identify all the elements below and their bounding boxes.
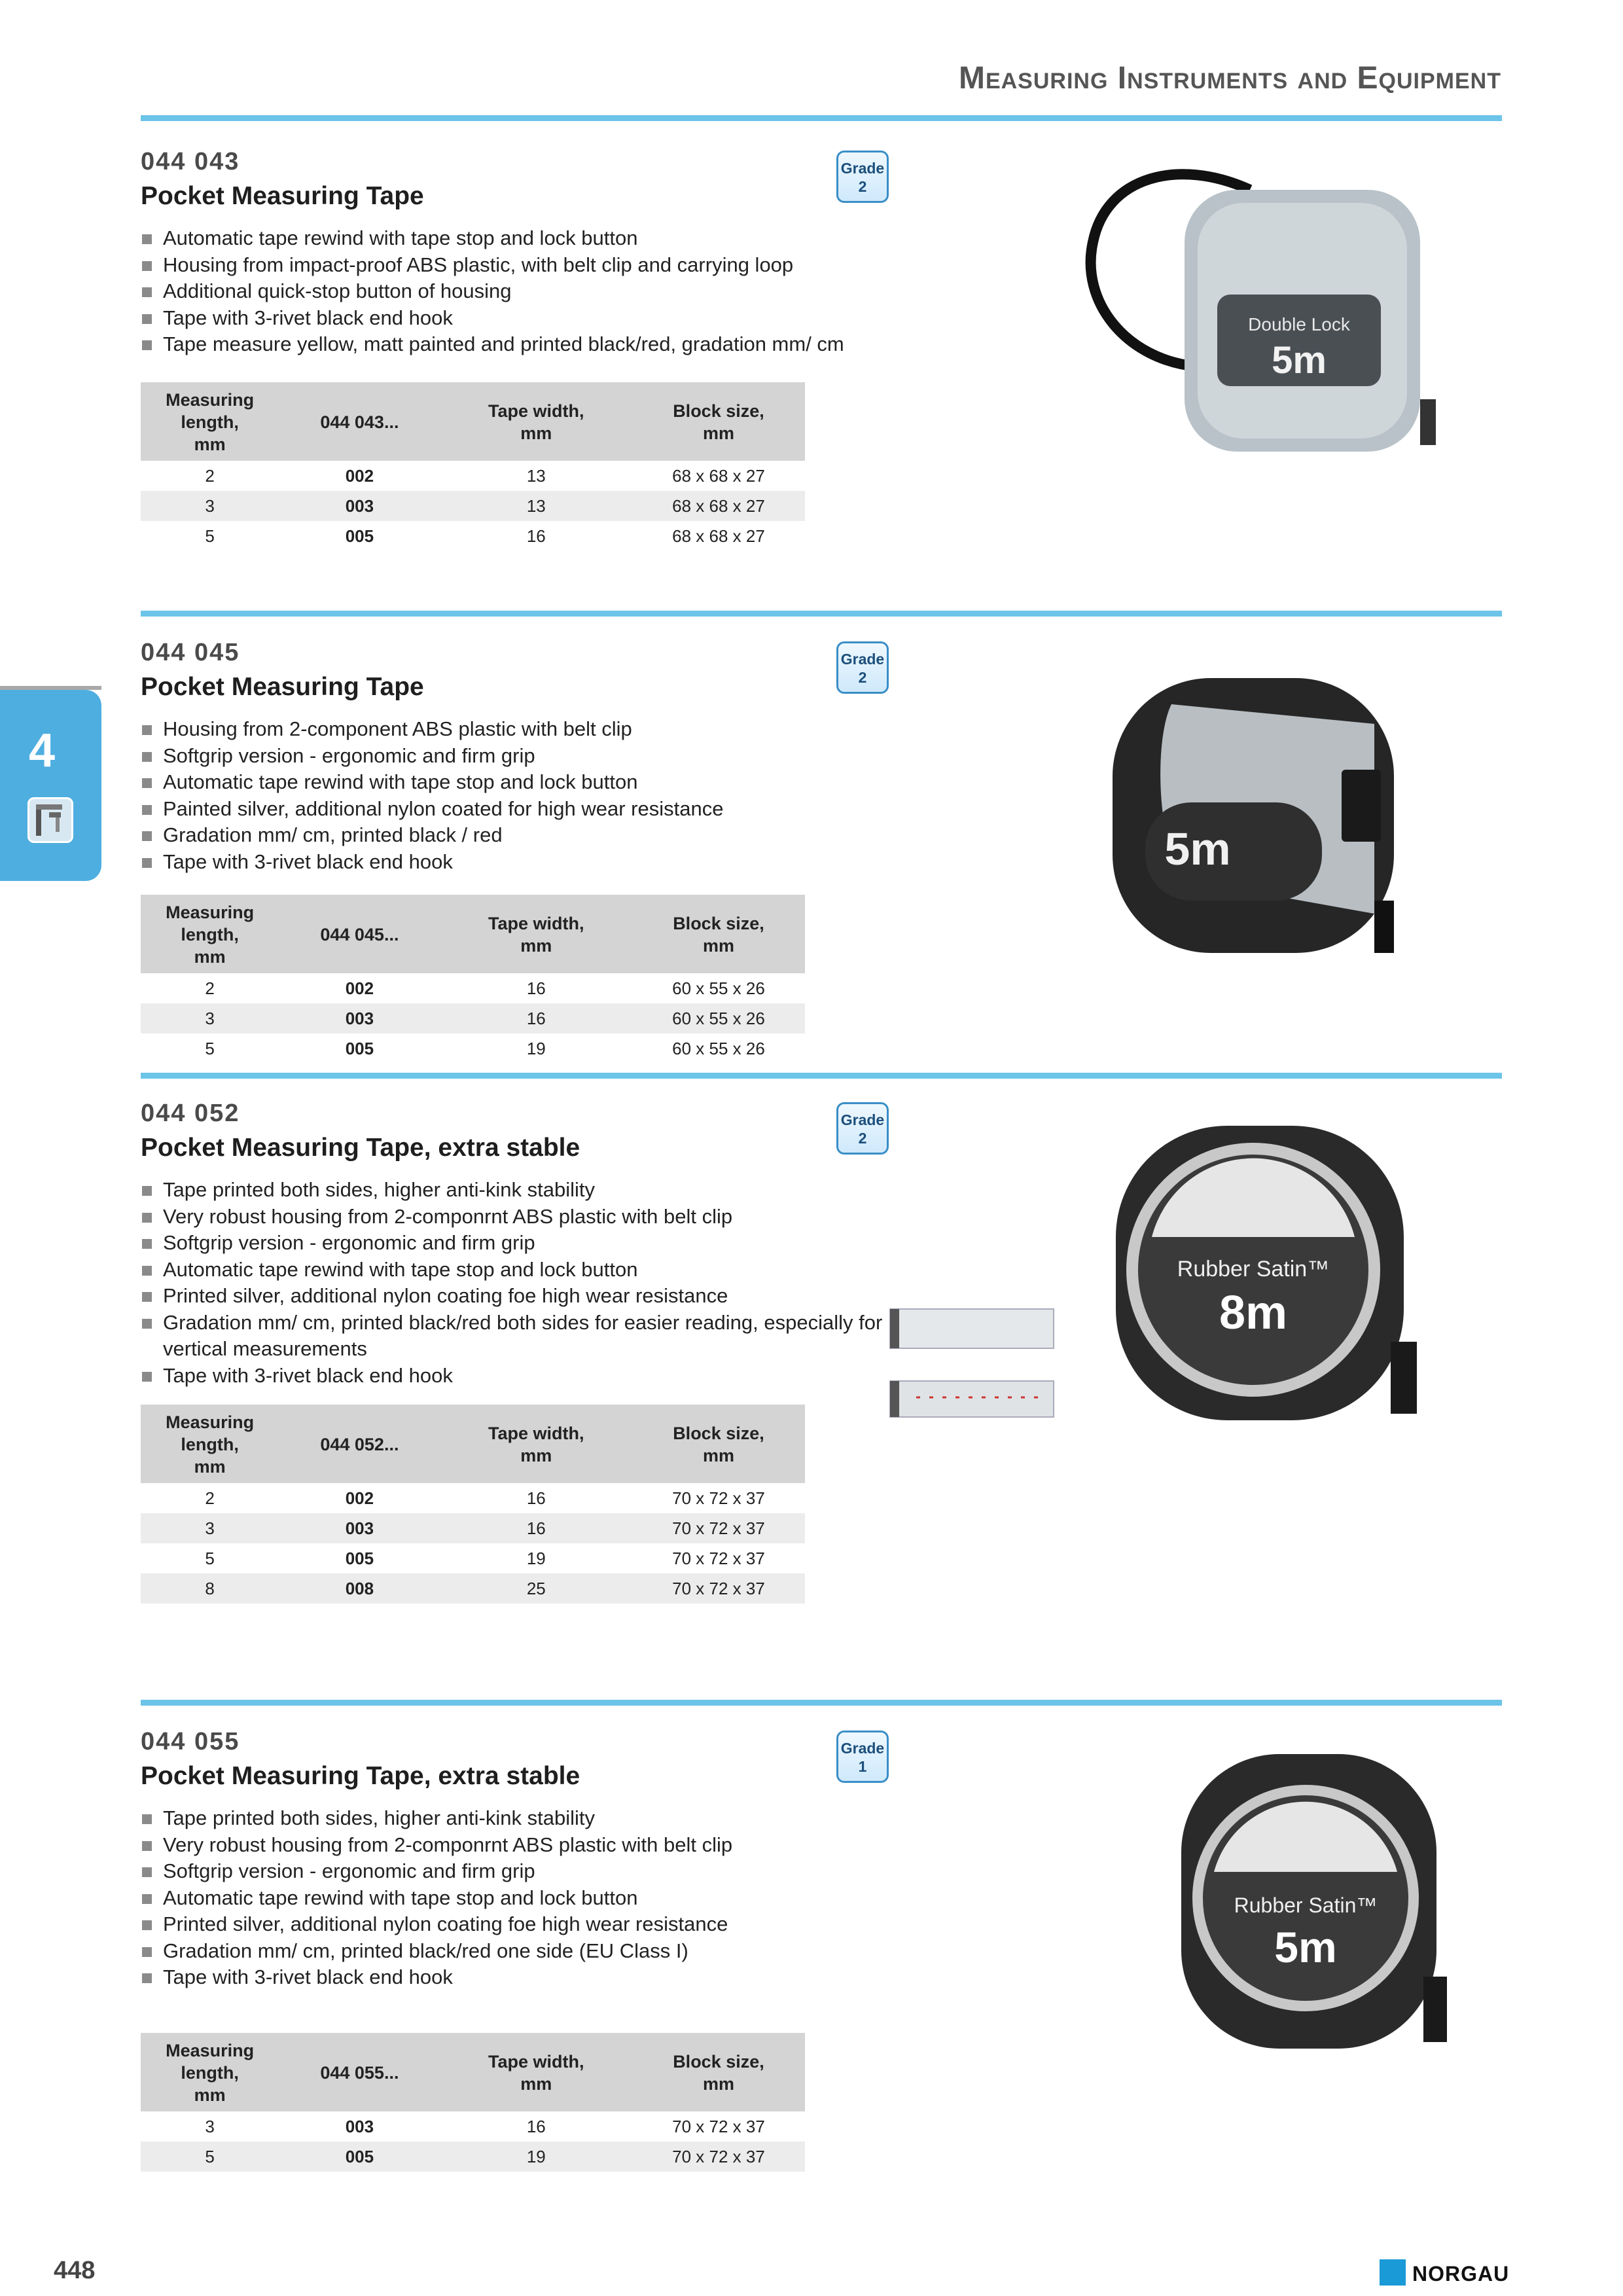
column-header-length: Measuring length, mm: [141, 382, 279, 461]
column-header-width: Tape width, mm: [440, 2033, 632, 2111]
table-row: 5 005 19 70 x 72 x 37: [141, 2142, 805, 2172]
image-label-top: Double Lock: [1248, 314, 1350, 334]
column-header-block: Block size, mm: [632, 895, 805, 973]
spec-table: [141, 382, 805, 551]
product-code: 044 043: [141, 148, 240, 175]
feature-item: Automatic tape rewind with tape stop and lock button: [141, 225, 913, 252]
caliper-icon: [27, 797, 73, 843]
product-title: Pocket Measuring Tape: [141, 182, 424, 210]
table-row: 2 002 16 60 x 55 x 26: [205, 978, 765, 998]
feature-item: Very robust housing from 2-componrnt ABS plastic with belt clip: [141, 1832, 913, 1859]
tape-strip-image: [877, 1296, 1073, 1433]
feature-item: Painted silver, additional nylon coated for high wear resistance: [141, 796, 913, 823]
table-header-row: [141, 2033, 805, 2111]
product-code: 044 055: [141, 1728, 240, 1755]
section-divider: [141, 1073, 1502, 1079]
table-row: 2 002 16 70 x 72 x 37: [205, 1488, 765, 1508]
product-section: [141, 148, 1502, 546]
product-code: 044 045: [141, 639, 240, 666]
table-row: 5 005 16 68 x 68 x 27: [205, 526, 765, 546]
product-title: Pocket Measuring Tape, extra stable: [141, 1762, 580, 1790]
table-row: 3 003 16 70 x 72 x 37: [205, 2116, 765, 2136]
column-header-code: 044 045...: [279, 895, 440, 973]
table-header-row: [141, 382, 805, 461]
feature-item: Printed silver, additional nylon coating foe high wear resistance: [141, 1911, 913, 1938]
feature-item: Gradation mm/ cm, printed black / red: [141, 822, 913, 849]
spec-table: [141, 2033, 805, 2172]
page-number: 448: [54, 2257, 96, 2284]
feature-list: [141, 225, 913, 358]
feature-item: Tape with 3-rivet black end hook: [141, 1964, 913, 1991]
feature-item: Gradation mm/ cm, printed black/red both sides for easier reading, especially for vertical measurements: [141, 1310, 913, 1363]
feature-item: Softgrip version - ergonomic and firm grip: [141, 1858, 913, 1885]
product-image: [1034, 151, 1440, 484]
image-label-size: 5m: [1274, 1923, 1337, 1971]
column-header-block: Block size, mm: [632, 1405, 805, 1483]
section-divider: [141, 611, 1502, 617]
grade-value: 2: [858, 669, 867, 686]
feature-item: Tape printed both sides, higher anti-kink stability: [141, 1177, 913, 1204]
product-section: [141, 1728, 1502, 2186]
feature-item: Softgrip version - ergonomic and firm grip: [141, 1230, 913, 1257]
grade-label: Grade: [840, 160, 885, 177]
section-divider: [141, 1700, 1502, 1706]
feature-list: [141, 1177, 913, 1389]
feature-item: Gradation mm/ cm, printed black/red one side (EU Class I): [141, 1938, 913, 1965]
product-code: 044 052: [141, 1100, 240, 1127]
grade-value: 2: [858, 178, 867, 195]
feature-item: Automatic tape rewind with tape stop and lock button: [141, 1257, 913, 1283]
column-header-code: 044 043...: [279, 382, 440, 461]
spec-table: [141, 895, 805, 1064]
column-header-block: Block size, mm: [632, 382, 805, 461]
feature-item: Tape printed both sides, higher anti-kink stability: [141, 1805, 913, 1832]
column-header-width: Tape width, mm: [440, 382, 632, 461]
feature-item: Additional quick-stop button of housing: [141, 278, 913, 305]
feature-item: Automatic tape rewind with tape stop and lock button: [141, 1885, 913, 1912]
column-header-length: Measuring length, mm: [141, 2033, 279, 2111]
brand-mark-icon: [1380, 2259, 1406, 2286]
chapter-tab[interactable]: [0, 690, 101, 881]
grade-label: Grade: [840, 651, 885, 668]
grade-badge: [836, 641, 889, 694]
feature-item: Tape with 3-rivet black end hook: [141, 1363, 913, 1390]
feature-item: Housing from 2-component ABS plastic with belt clip: [141, 716, 913, 743]
product-section: [141, 639, 1502, 1058]
feature-item: Tape with 3-rivet black end hook: [141, 849, 913, 876]
chapter-number: 4: [29, 725, 56, 777]
grade-badge: [836, 1731, 889, 1783]
feature-item: Tape with 3-rivet black end hook: [141, 305, 913, 332]
column-header-width: Tape width, mm: [440, 1405, 632, 1483]
image-label-size: 8m: [1219, 1287, 1288, 1339]
product-section: [141, 1100, 1502, 1610]
image-label-size: 5m: [1164, 823, 1231, 874]
feature-list: [141, 716, 913, 875]
feature-item: Softgrip version - ergonomic and firm grip: [141, 743, 913, 770]
feature-item: Housing from impact-proof ABS plastic, with belt clip and carrying loop: [141, 252, 913, 279]
grade-label: Grade: [840, 1111, 885, 1128]
table-row: 5 005 19 60 x 55 x 26: [205, 1038, 765, 1058]
grade-badge: [836, 1102, 889, 1155]
feature-item: Automatic tape rewind with tape stop and lock button: [141, 769, 913, 796]
column-header-width: Tape width, mm: [440, 895, 632, 973]
feature-item: Tape measure yellow, matt painted and printed black/red, gradation mm/ cm: [141, 331, 913, 358]
grade-value: 1: [858, 1758, 867, 1775]
image-label-top: Rubber Satin™: [1234, 1893, 1378, 1917]
section-divider: [141, 115, 1502, 121]
column-header-length: Measuring length, mm: [141, 895, 279, 973]
product-title: Pocket Measuring Tape: [141, 673, 424, 701]
image-label-top: Rubber Satin™: [1177, 1257, 1330, 1282]
column-header-length: Measuring length, mm: [141, 1405, 279, 1483]
column-header-code: 044 055...: [279, 2033, 440, 2111]
feature-item: Printed silver, additional nylon coating foe high wear resistance: [141, 1283, 913, 1310]
table-row: 8 008 25 70 x 72 x 37: [141, 1573, 805, 1604]
table-row: 3 003 16 60 x 55 x 26: [141, 1003, 805, 1033]
table-row: 2 002 13 68 x 68 x 27: [205, 465, 765, 486]
table-row: 3 003 16 70 x 72 x 37: [141, 1513, 805, 1543]
product-image: [1162, 1741, 1463, 2068]
table-row: 5 005 19 70 x 72 x 37: [205, 1548, 765, 1568]
grade-label: Grade: [840, 1740, 885, 1757]
product-image: [1090, 1113, 1443, 1453]
grade-badge: [836, 151, 889, 203]
table-row: 3 003 13 68 x 68 x 27: [141, 491, 805, 521]
brand-name: NORGAU: [1412, 2262, 1510, 2286]
spec-table: [141, 1405, 805, 1604]
feature-item: Very robust housing from 2-componrnt ABS plastic with belt clip: [141, 1204, 913, 1230]
product-title: Pocket Measuring Tape, extra stable: [141, 1134, 580, 1162]
column-header-block: Block size, mm: [632, 2033, 805, 2111]
table-header-row: [141, 1405, 805, 1483]
image-label-size: 5m: [1272, 339, 1327, 382]
product-image: [1099, 665, 1414, 992]
table-header-row: [141, 895, 805, 973]
grade-value: 2: [858, 1130, 867, 1147]
feature-list: [141, 1805, 913, 1991]
column-header-code: 044 052...: [279, 1405, 440, 1483]
page-header-title: Measuring Instruments and Equipment: [958, 61, 1501, 96]
